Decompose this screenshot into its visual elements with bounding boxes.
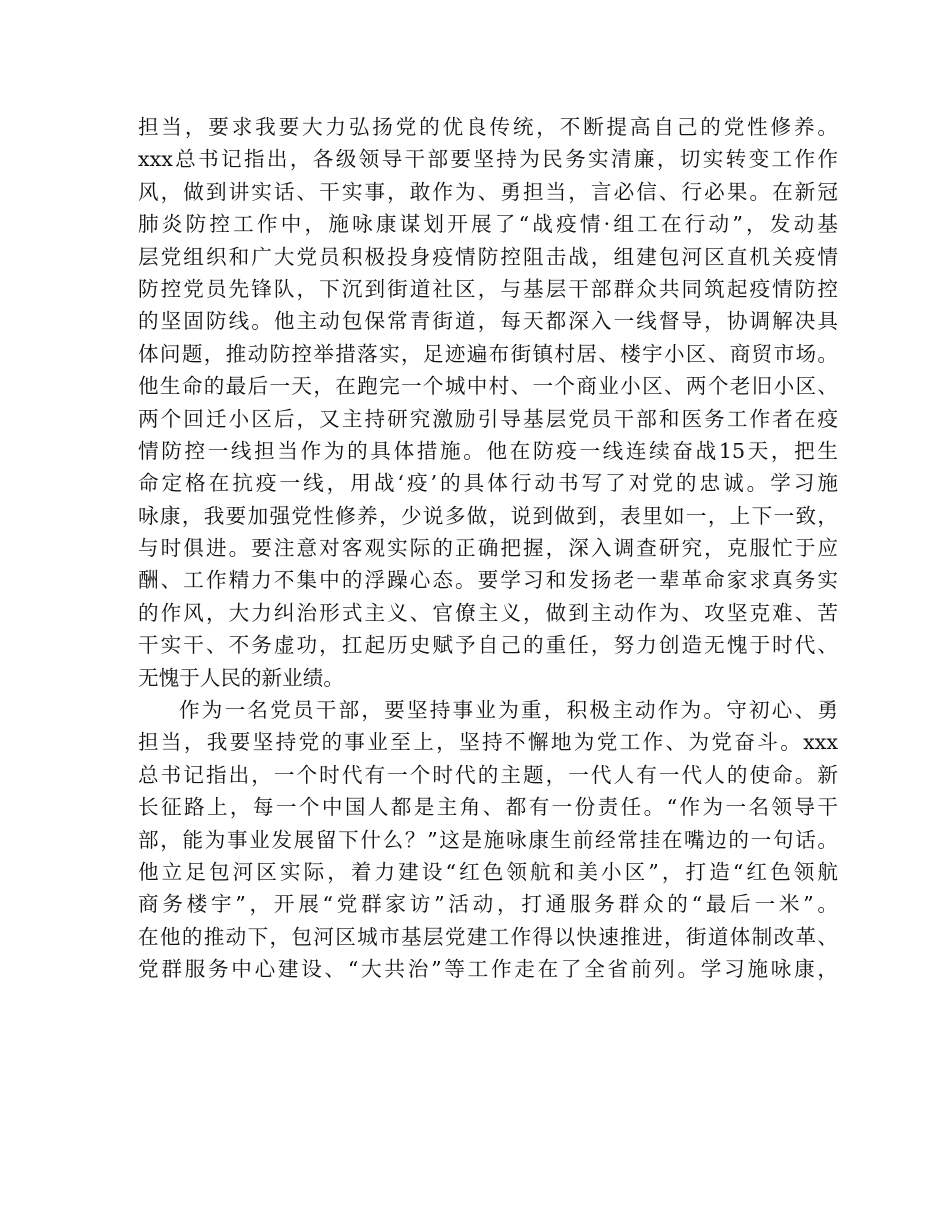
text-line: 咏康，我要加强党性修养，少说多做，说到做到，表里如一，上下一致， — [138, 503, 838, 528]
text-line: 作为一名党员干部，要坚持事业为重，积极主动作为。守初心、勇 — [179, 698, 838, 723]
text-line: 总书记指出，一个时代有一个时代的主题，一代人有一代人的使命。新 — [138, 762, 838, 787]
text-line: 防控党员先锋队，下沉到街道社区，与基层干部群众共同筑起疫情防控 — [138, 276, 838, 301]
paragraph — [138, 694, 838, 986]
text-line: 层党组织和广大党员积极投身疫情防控阻击战，组建包河区直机关疫情 — [138, 244, 838, 269]
text-line: 部，能为事业发展留下什么？”这是施咏康生前经常挂在嘴边的一句话。 — [138, 827, 838, 852]
text-line: 的作风，大力纠治形式主义、官僚主义，做到主动作为、攻坚克难、苦 — [138, 600, 838, 625]
text-line: 命定格在抗疫一线，用战‘疫’的具体行动书写了对党的忠诚。学习施 — [138, 471, 838, 496]
text-line: 两个回迁小区后，又主持研究激励引导基层党员干部和医务工作者在疫 — [138, 406, 838, 431]
text-line: 党群服务中心建设、“大共治”等工作走在了全省前列。学习施咏康， — [138, 957, 838, 982]
text-line: 情防控一线担当作为的具体措施。他在防疫一线连续奋战15天，把生 — [138, 438, 838, 463]
text-line: 他立足包河区实际，着力建设“红色领航和美小区”，打造“红色领航 — [138, 859, 838, 884]
text-line: 的坚固防线。他主动包保常青街道，每天都深入一线督导，协调解决具 — [138, 309, 838, 334]
paragraph — [138, 111, 838, 694]
text-line: 担当，要求我要大力弘扬党的优良传统，不断提高自己的党性修养。 — [138, 115, 838, 139]
text-line: 风，做到讲实话、干实事，敢作为、勇担当，言必信、行必果。在新冠 — [138, 179, 838, 204]
text-line: 长征路上，每一个中国人都是主角、都有一份责任。“作为一名领导干 — [138, 795, 838, 820]
text-line: 担当，我要坚持党的事业至上，坚持不懈地为党工作、为党奋斗。xxx — [138, 730, 838, 755]
text-line: 肺炎防控工作中，施咏康谋划开展了“战疫情·组工在行动”，发动基 — [138, 212, 838, 237]
text-line: 无愧于人民的新业绩。 — [138, 665, 344, 690]
text-line: 在他的推动下，包河区城市基层党建工作得以快速推进，街道体制改革、 — [138, 924, 838, 949]
document-body — [138, 111, 838, 986]
text-line: 酬、工作精力不集中的浮躁心态。要学习和发扬老一辈革命家求真务实 — [138, 568, 838, 593]
text-line: 干实干、不务虚功，扛起历史赋予自己的重任，努力创造无愧于时代、 — [138, 633, 838, 658]
text-line: xxx总书记指出，各级领导干部要坚持为民务实清廉，切实转变工作作 — [138, 147, 838, 172]
text-line: 商务楼宇”，开展“党群家访”活动，打通服务群众的“最后一米”。 — [138, 892, 838, 917]
text-line: 他生命的最后一天，在跑完一个城中村、一个商业小区、两个老旧小区、 — [138, 374, 838, 399]
text-line: 与时俱进。要注意对客观实际的正确把握，深入调查研究，克服忙于应 — [138, 536, 838, 561]
text-line: 体问题，推动防控举措落实，足迹遍布街镇村居、楼宇小区、商贸市场。 — [138, 341, 838, 366]
